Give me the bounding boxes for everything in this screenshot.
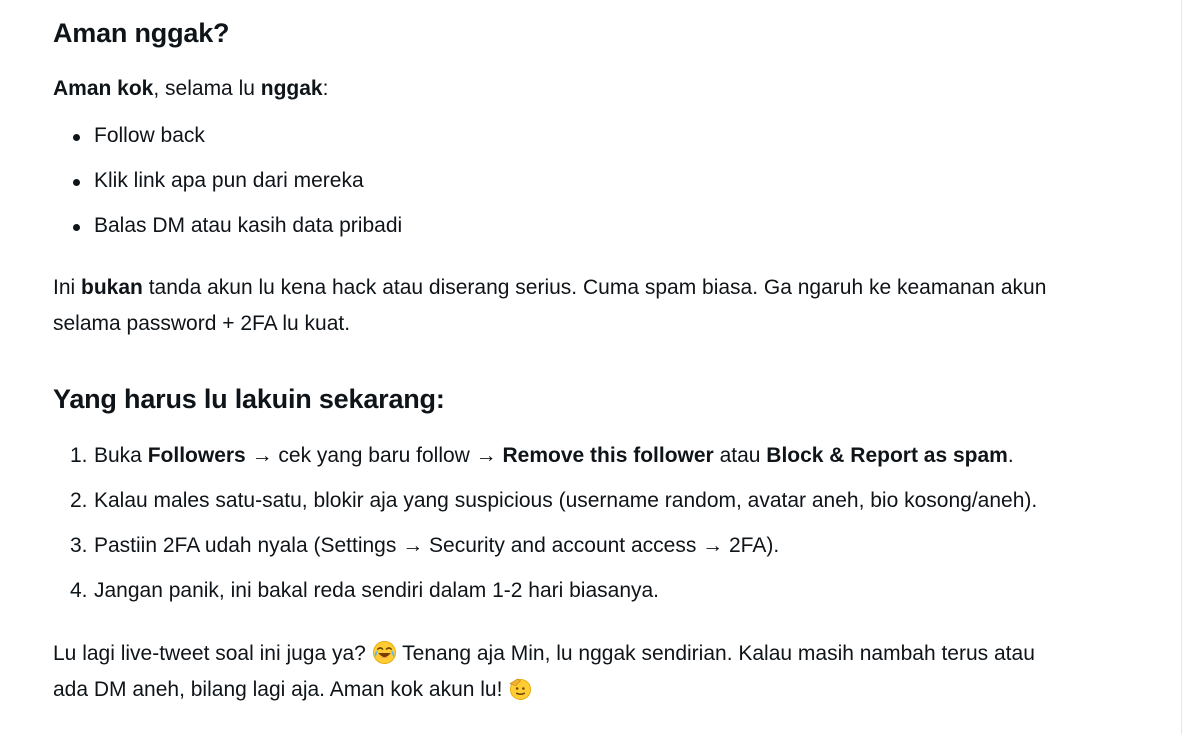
safety-bullet-list [53, 124, 402, 238]
section-heading-todo: Yang harus lu lakuin sekarang: [53, 384, 445, 414]
list-item: Klik link apa pun dari mereka [53, 169, 402, 193]
intro-colon: : [322, 77, 329, 100]
list-item [53, 534, 1037, 558]
step-text: atau [713, 444, 767, 467]
list-item [53, 489, 1037, 513]
step-text: → cek yang baru follow → [245, 444, 503, 467]
step-text: Pastiin 2FA udah nyala (Settings → Security and account access → 2FA). [94, 534, 780, 557]
list-item: Balas DM atau kasih data pribadi [53, 214, 402, 238]
scrollbar[interactable] [1181, 0, 1200, 734]
para-bold-bukan: bukan [81, 276, 143, 299]
steps-list [53, 444, 1037, 603]
step-number: 2. [70, 489, 88, 512]
closing-text-1: Lu lagi live-tweet soal ini juga ya? [53, 642, 372, 665]
step-text: Kalau males satu-satu, blokir aja yang suspicious (username random, avatar aneh, bio kosong/aneh). [94, 489, 1038, 512]
list-item: Follow back [53, 124, 402, 148]
step-number: 3. [70, 534, 88, 557]
para-text-rest: tanda akun lu kena hack atau diserang serius. Cuma spam biasa. Ga ngaruh ke keamanan akun selama password + 2FA lu kuat. [53, 276, 1047, 335]
step-text: Jangan panik, ini bakal reda sendiri dalam 1-2 hari biasanya. [94, 579, 660, 602]
step-number: 1. [70, 444, 88, 467]
step-text: Buka [94, 444, 148, 467]
explanation-paragraph [53, 270, 1053, 342]
list-item [53, 444, 1037, 468]
scrollbar-track[interactable] [1186, 0, 1196, 734]
intro-bold-nggak: nggak [260, 77, 323, 100]
step-bold-block-report: Block & Report as spam [766, 444, 1008, 467]
step-bold-followers: Followers [147, 444, 246, 467]
face-with-tears-of-joy-icon [372, 640, 397, 665]
list-item [53, 579, 1037, 603]
intro-text: , selama lu [153, 77, 261, 100]
step-number: 4. [70, 579, 88, 602]
intro-paragraph [53, 71, 1053, 107]
saluting-face-icon [508, 676, 533, 701]
step-bold-remove: Remove this follower [502, 444, 714, 467]
closing-paragraph [53, 636, 1053, 708]
section-heading-aman: Aman nggak? [53, 18, 230, 48]
closing-text-2: Tenang aja Min, lu nggak sendirian. Kalau masih nambah terus atau ada DM aneh, bilang lagi aja. Aman kok akun lu! [53, 642, 1035, 701]
intro-bold-aman-kok: Aman kok [53, 77, 154, 100]
step-text: . [1007, 444, 1014, 467]
para-text-start: Ini [53, 276, 82, 299]
